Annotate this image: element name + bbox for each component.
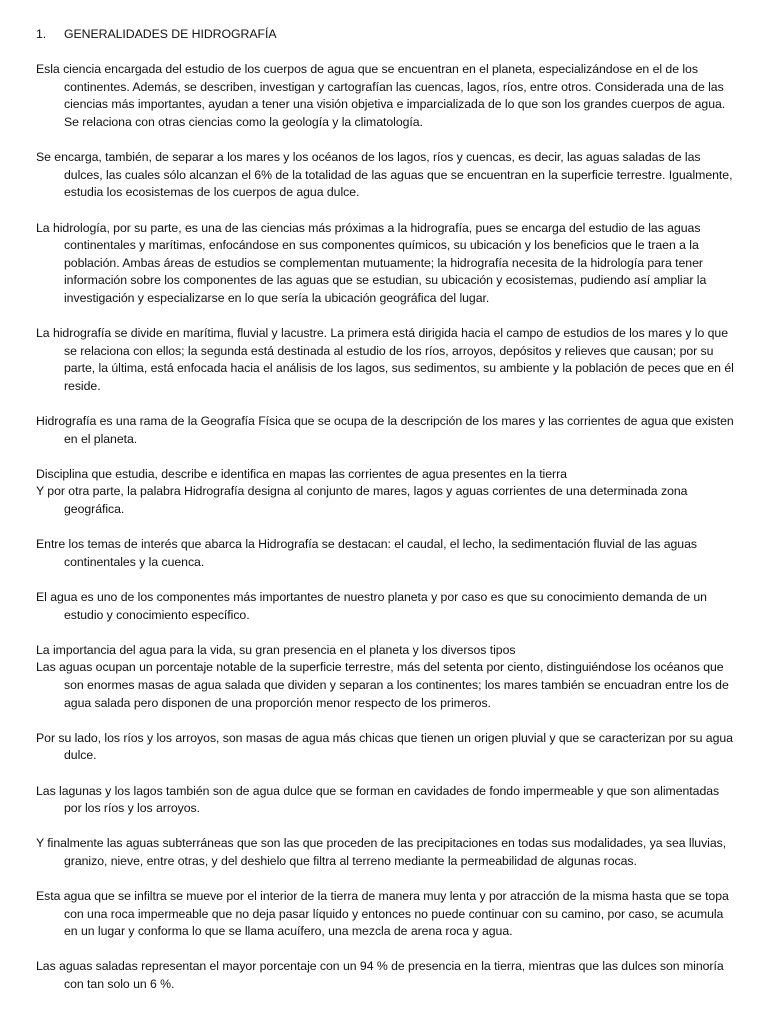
paragraph-divisions: La hidrografía se divide en marítima, fluvial y lacustre. La primera está dirigida hacia el campo de estudios de los mares y lo que se relaciona con ellos; la segunda está destinada al estudio de los ríos, arroyos, depósitos y relieves que causan; por su parte, la última, está enfocada hacia el análisis de los lagos, sus sedimentos, su ambiente y la población de peces que en él reside. [36,326,734,393]
paragraph-topics: Entre los temas de interés que abarca la Hidrografía se destacan: el caudal, el lecho, la sedimentación fluvial de las aguas continentales y la cuenca. [36,537,697,569]
paragraph-groundwater: Y finalmente las aguas subterráneas que son las que proceden de las precipitaciones en todas sus modalidades, ya sea lluvias, granizo, nieve, entre otras, y del deshielo que filtra al terreno mediante la permeabilidad de algunas rocas. [36,836,727,868]
paragraph-aquifer: Esta agua que se infiltra se mueve por el interior de la tierra de manera muy lenta y por atracción de la misma hasta que se topa con una roca impermeable que no deja pasar líquido y entonces no puede continuar con su camino, por caso, se acumula en un lugar y conforma lo que se llama acuífero, una mezcla de arena roca y agua. [36,889,729,939]
paragraph-water-types-intro: La importancia del agua para la vida, su gran presencia en el planeta y los diversos tipos [36,642,516,657]
section-title: GENERALIDADES DE HIDROGRAFÍA [64,27,277,41]
paragraph-discipline: Disciplina que estudia, describe e identifica en mapas las corrientes de agua presentes en la tierra [36,466,567,481]
paragraph-hydrology: La hidrología, por su parte, es una de las ciencias más próximas a la hidrografía, pues se encarga del estudio de las aguas continentales y marítimas, enfocándose en sus componentes químicos, su ubicación y los beneficios que le traen a la población. Ambas áreas de estudios se complementan mutuamente; la hidrografía necesita de la hidrología para tener información sobre los componentes de las aguas que se estudian, su ubicación y ecosistemas, pudiendo así ampliar la investigación y especializarse en lo que sería la ubicación geográfica del lugar. [36,220,707,305]
paragraph-rivers: Por su lado, los ríos y los arroyos, son masas de agua más chicas que tienen un origen pluvial y que se caracterizan por su agua dulce. [36,730,733,763]
paragraph-word-meaning: Y por otra parte, la palabra Hidrografía designa al conjunto de mares, lagos y aguas corrientes de una determinada zona geográfica. [36,484,688,517]
paragraph-lakes: Las lagunas y los lagos también son de agua dulce que se forman en cavidades de fondo impermeable y que son alimentadas por los ríos y los arroyos. [36,783,720,816]
paragraph-physical-geography: Hidrografía es una rama de la Geografía Física que se ocupa de la descripción de los mares y las corrientes de agua que existen en el planeta. [36,414,734,446]
paragraph-salt-vs-fresh: Las aguas saladas representan el mayor porcentaje con un 94 % de presencia en la tierra, mientras que las dulces son minoría con tan solo un 6 %. [36,959,724,992]
section-number: 1. [36,27,47,41]
section-heading [36,26,740,44]
paragraph-definition: Esla ciencia encargada del estudio de los cuerpos de agua que se encuentran en el planeta, especializándose en el de los continentes. Además, se describen, investigan y cartografían las cuencas, lagos, ríos, entre otros. Considerada una de las ciencias más importantes, ayudan a tener una visión objetiva e imparcializada de lo que son los grandes cuerpos de agua. Se relaciona con otras ciencias como la geología y la climatología. [36,62,726,129]
paragraph-water-importance: El agua es uno de los componentes más importantes de nuestro planeta y por caso es que su conocimiento demanda de un estudio y conocimiento específico. [36,590,707,622]
paragraph-separation: Se encarga, también, de separar a los mares y los océanos de los lagos, ríos y cuencas, es decir, las aguas saladas de las dulces, las cuales sólo alcanzan el 6% de la totalidad de las aguas que se encuentran en la superficie terrestre. Igualmente, estudia los ecosistemas de los cuerpos de agua dulce. [36,150,733,200]
paragraph-oceans: Las aguas ocupan un porcentaje notable de la superficie terrestre, más del setenta por ciento, distinguiéndose los océanos que son enormes masas de agua salada que dividen y separan a los continentes; los mares también se encuadran entre los de agua salada pero disponen de una proporción menor respecto de los primeros. [36,660,729,710]
